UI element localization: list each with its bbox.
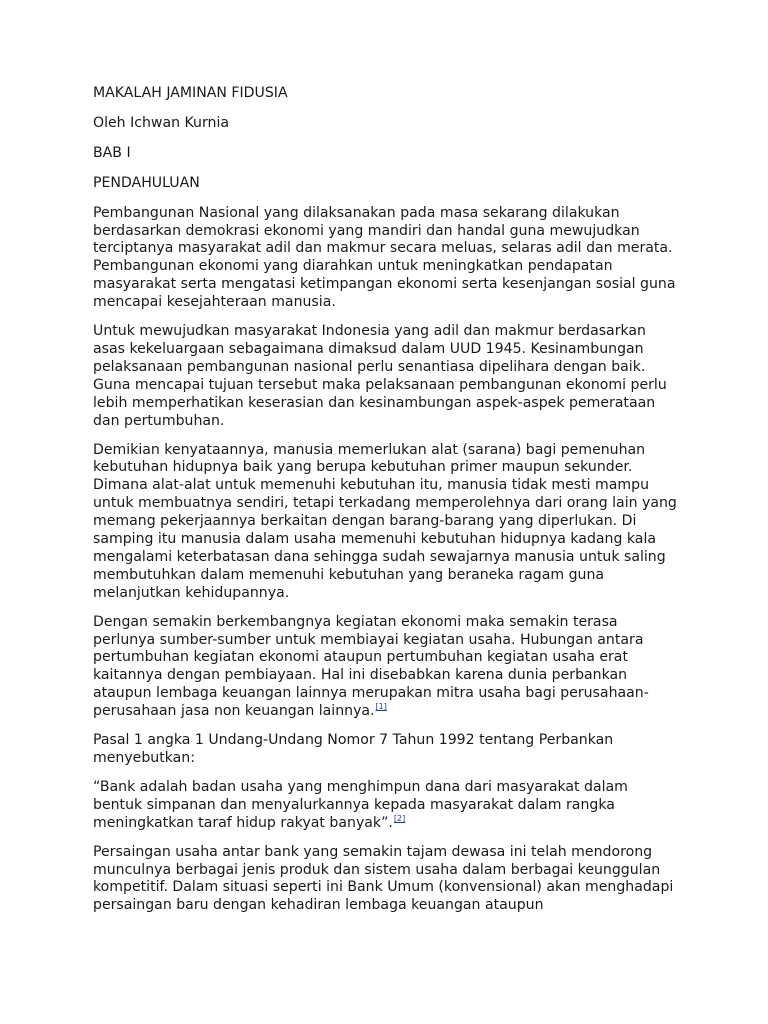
document-title: MAKALAH JAMINAN FIDUSIA: [93, 85, 288, 101]
paragraph: [93, 732, 679, 768]
paragraph: [93, 614, 679, 721]
paragraph: [93, 323, 679, 430]
paragraph: [93, 442, 679, 603]
paragraph: [93, 844, 679, 916]
chapter-heading: BAB I: [93, 144, 131, 161]
document-author: Oleh Ichwan Kurnia: [93, 114, 230, 131]
paragraph-text: Dengan semakin berkembangnya kegiatan ekonomi maka semakin terasa perlunya sumber-sumber untuk membiayai kegiatan usaha. Hubungan antara pertumbuhan kegiatan ekonomi ataupun pertumbuhan kegiatan usaha erat kaitannya dengan pembiayaan. Hal ini disebabkan karena dunia perbankan ataupun lembaga keuangan lainnya merupakan mitra usaha bagi perusahaan-perusahaan jasa non keuangan lainnya.: [93, 613, 649, 720]
paragraph-text: Pasal 1 angka 1 Undang-Undang Nomor 7 Tahun 1992 tentang Perbankan menyebutkan:: [93, 732, 614, 766]
paragraph-text: Persaingan usaha antar bank yang semakin tajam dewasa ini telah mendorong munculnya berbagai jenis produk dan sistem usaha dalam berbagai keunggulan kompetitif. Dalam situasi seperti ini Bank Umum (konvensional) akan menghadapi persaingan baru dengan kehadiran lembaga keuangan ataupun: [93, 843, 674, 914]
paragraph-text: “Bank adalah badan usaha yang menghimpun dana dari masyarakat dalam bentuk simpanan dan menyalurkannya kepada masyarakat dalam rangka meningkatkan taraf hidup rakyat banyak”.: [93, 778, 628, 831]
document-page: [93, 85, 679, 926]
paragraph-text: Pembangunan Nasional yang dilaksanakan pada masa sekarang dilakukan berdasarkan demokrasi ekonomi yang mandiri dan handal guna mewujudkan terciptanya masyarakat adil dan makmur secara meluas, selaras adil dan merata. Pembangunan ekonomi yang diarahkan untuk meningkatkan pendapatan masyarakat serta mengatasi ketimpangan ekonomi serta kesenjangan sosial guna mencapai kesejahteraan manusia.: [93, 204, 676, 311]
paragraph: [93, 205, 679, 312]
footnote-link-2[interactable]: [2]: [393, 813, 406, 823]
footnote-link-1[interactable]: [1]: [375, 702, 387, 712]
paragraph-text: Demikian kenyataannya, manusia memerlukan alat (sarana) bagi pemenuhan kebutuhan hidupnya baik yang berupa kebutuhan primer maupun sekunder. Dimana alat-alat untuk memenuhi kebutuhan itu, manusia tidak mesti mampu untuk membuatnya sendiri, tetapi terkadang memperolehnya dari orang lain yang memang pekerjaannya berkaitan dengan barang-barang yang diperlukan. Di samping itu manusia dalam usaha memenuhi kebutuhan hidupnya kadang kala mengalami keterbatasan dana sehingga sudah sewajarnya manusia untuk saling membutuhkan dalam memenuhi kebutuhan yang beraneka ragam guna melanjutkan kehidupannya.: [93, 441, 677, 601]
paragraph-text: Untuk mewujudkan masyarakat Indonesia yang adil dan makmur berdasarkan asas kekeluargaan sebagaimana dimaksud dalam UUD 1945. Kesinambungan pelaksanaan pembangunan nasional perlu senantiasa dipelihara dengan baik. Guna mencapai tujuan tersebut maka pelaksanaan pembangunan ekonomi perlu lebih memperhatikan keserasian dan kesinambungan aspek-aspek pemerataan dan pertumbuhan.: [93, 323, 667, 429]
section-heading: PENDAHULUAN: [93, 174, 200, 191]
paragraph: [93, 779, 679, 833]
